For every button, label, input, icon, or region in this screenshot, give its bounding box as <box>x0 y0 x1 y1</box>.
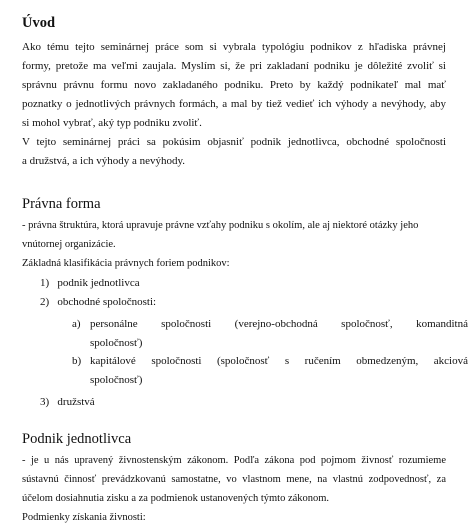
text-line: správnu právnu formu novo zakladaného podniku. Preto by každý podnikateľ mal mať <box>22 79 446 91</box>
text-line: - je u nás upravený živnostenským zákonom. Podľa zákona pod pojmom živnosť rozumieme <box>22 455 446 466</box>
list-item <box>40 293 156 312</box>
list-item <box>40 393 95 412</box>
sublist-marker: a) <box>72 318 81 330</box>
text-line: a družstvá, a ich výhody a nevýhody. <box>22 155 186 167</box>
sublist-marker: b) <box>72 355 82 367</box>
text-line: Základná klasifikácia právnych foriem podnikov: <box>22 258 230 269</box>
sublist-item <box>72 352 468 390</box>
text-line: spoločnosť) <box>90 337 143 349</box>
text-line: formy, pretože ma veľmi zaujala. Myslím si, že pri zakladaní podniku je dôležité zvoliť si <box>22 60 446 72</box>
text-line: Podmienky získania živnosti: <box>22 512 146 523</box>
paragraph-uvod <box>22 38 446 171</box>
list-marker: 3) <box>40 396 50 408</box>
text-line: personálne spoločnosti (verejno-obchodná spoločnosť, komanditná <box>90 318 468 330</box>
text-line: spoločnosť) <box>90 374 143 386</box>
paragraph-podnik <box>22 451 446 527</box>
text-line: si mohol vybrať, aký typ podniku zvoliť. <box>22 117 202 129</box>
text-line: Ako tému tejto seminárnej práce som si vybrala typológiu podnikov z hľadiska právnej <box>22 41 446 53</box>
text-line: kapitálové spoločnosti (spoločnosť s ručením obmedzeným, akciová <box>90 355 468 367</box>
heading-pravna-forma: Právna forma <box>22 196 101 212</box>
list-marker: 1) <box>40 277 50 289</box>
text-line: vnútornej organizácie. <box>22 239 116 250</box>
sublist-item <box>72 315 468 353</box>
heading-podnik-jednotlivca: Podnik jednotlivca <box>22 431 132 447</box>
text-line: poznatky o jednotlivých právnych formách, a mal by tiež vedieť ich výhody a nevýhody, aby <box>22 98 446 110</box>
list-text: podnik jednotlivca <box>57 277 140 289</box>
list-text: družstvá <box>57 396 95 408</box>
text-line: účelom dosiahnutia zisku a za podmienok ustanovených týmto zákonom. <box>22 493 330 504</box>
text-line: - právna štruktúra, ktorá upravuje právne vzťahy podniku s okolím, ale aj niektoré otázky jeho <box>22 220 419 231</box>
list-text: obchodné spoločnosti: <box>57 296 157 308</box>
text-line: V tejto seminárnej práci sa pokúsim objasniť podnik jednotlivca, obchodné spoločnosti <box>22 136 446 148</box>
list-item <box>40 274 140 293</box>
paragraph-pravna-forma <box>22 216 446 273</box>
text-line: sústavnú činnosť prevádzkovanú samostatne, vo vlastnom mene, na vlastnú zodpovednosť, za <box>22 474 446 485</box>
heading-uvod: Úvod <box>22 15 56 31</box>
list-marker: 2) <box>40 296 50 308</box>
